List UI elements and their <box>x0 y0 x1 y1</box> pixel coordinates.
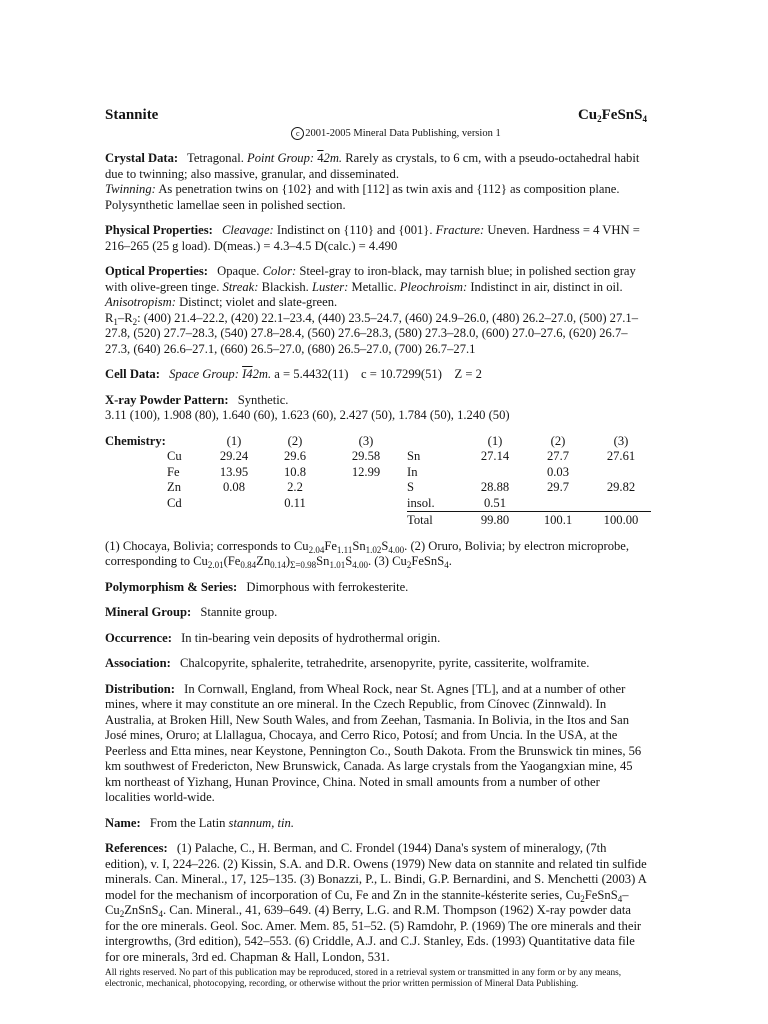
physical-properties-section: Physical Properties: Cleavage: Indistinct on {110} and {001}. Fracture: Uneven. Hardness = 4 VHN = 216–265 (25 g load). D(meas.) = 4.3–4.5 D(calc.) = 4.490 <box>105 223 640 253</box>
copyright-icon: c <box>291 127 304 140</box>
chemistry-notes: (1) Chocaya, Bolivia; corresponds to $Cu_{2.04}Fe_{1.11}Sn_{1.02}S_{4.00}$. (2) Oruro, Bolivia; by electron microprobe, corresponding to $Cu_{2.01}(Fe_{0.84}Zn_{0.14})_{\Sigma=0.98}Sn_{1.01}S_{4.00}$. (3) $Cu_2FeSnS_4$. <box>105 538 630 570</box>
association-section: Association: Chalcopyrite, sphalerite, tetrahedrite, arsenopyrite, pyrite, cassiterite, wolframite. <box>105 656 590 670</box>
header <box>105 108 647 124</box>
polymorphism-section: Polymorphism & Series: Dimorphous with ferrokesterite. <box>105 579 409 594</box>
distribution-section: Distribution: In Cornwall, England, from Wheal Rock, near St. Agnes [TL], and at a number of other mines, where it may constitute an ore mineral. In the Czech Republic, from Cínovec (Zinnwald). In Australia, at Broken Hill, New South Wales, and from Zeehan, Tasmania. In Bolivia, in the Itos and San José mines, Oruro; at Llallagua, Chocaya, and Cerro Rico, Potosí; and from Uncia. In the USA, at the Peerless and Etta mines, near Keystone, Pennington Co., South Dakota. From the Brunswick tin mines, 56 km southwest of Fredericton, New Brunswick, Canada. As large crystals from the Yaogangxian mine, 45 km northeast of Yizhang, Hunan Province, China. Noted in small amounts from a number of other localities world-wide. <box>105 681 642 804</box>
references-section: References: (1) Palache, C., H. Berman, and C. Frondel (1944) Dana's system of mineralogy, (7th edition), v. I, 224–226. (2) Kissin, S.A. and D.R. Owens (1979) New data on stannite and related tin sulfide minerals. Can. Mineral., 17, 125–135. (3) Bonazzi, P., L. Bindi, G.P. Bernardini, and S. Menchetti (2003) A model for the mechanism of incorporation of Cu, Fe and Zn in the stannite-késterite series, $Cu_2FeSnS_4-Cu_2ZnSnS_4$. Can. Mineral., 41, 639–649. (4) Berry, L.G. and R.M. Thompson (1962) X-ray powder data for the ore minerals. Geol. Soc. Amer. Mem. 85, 51–52. (5) Ramdohr, P. (1969) The ore minerals and their intergrowths, (3rd edition), 542–553. (6) Criddle, A.J. and C.J. Stanley, Eds. (1993) Quantitative data file for ore minerals, 3rd ed. Chapman & Hall, London, 531. <box>105 841 647 964</box>
optical-properties-section: Optical Properties: Opaque. Color: Steel-gray to iron-black, may tarnish blue; in polished section gray with olive-green tinge. Streak: Blackish. Luster: Metallic. Pleochroism: Indistinct in air, distinct in oil. Anisotropism: Distinct; violet and slate-green. $R_1-R_2$: (400) 21.4–22.2, (420) 22.1–23.4, (440) 23.5–24.7, (460) 24.9–26.0, (480) 26.2–27.0, (500) 27.1–27.8, (520) 27.7–28.3, (540) 27.8–28.4, (560) 27.6–28.3, (580) 27.3–28.0, (600) 27.0–27.6, (620) 26.7–27.3, (640) 26.6–27.1, (660) 26.5–27.0, (680) 26.5–27.0, (700) 26.7–27.1 <box>105 264 639 356</box>
crystal-data-section: Crystal Data: Tetragonal. Point Group: 42m. Rarely as crystals, to 6 cm, with a pseudo-octahedral habit due to twinning; also massive, granular, and disseminated. Twinning: As penetration twins on {102} and with [112] as twin axis and {112} as composition plane. Polysynthetic lamellae seen in polished section. <box>105 151 640 212</box>
chemistry-table: Chemistry: (1) (2) (3) (1) (2) (3) Cu 29.24 29.6 29.58 Sn 27.14 27.7 27.61 Fe 13.95 10.8 12.99 In 0.03 Zn 0.08 2.2 S 28.88 29.7 29.82 Cd 0.11 insol. 0.51 Total 99.80 100.1 100.00 <box>105 434 647 529</box>
mineral-group-section: Mineral Group: Stannite group. <box>105 605 278 619</box>
copyright-footer: All rights reserved. No part of this publication may be reproduced, stored in a retrieval system or transmitted in any form or by any means, electronic, mechanical, photocopying, recording, or otherwise without the prior written permission of Mineral Data Publishing. <box>105 968 622 989</box>
mineral-name: Stannite <box>105 107 159 123</box>
copyright-line: c 2001-2005 Mineral Data Publishing, version 1 <box>105 126 647 142</box>
name-section: Name: From the Latin stannum, tin. <box>105 815 294 830</box>
mineral-data-sheet <box>105 108 647 965</box>
xray-powder-section: X-ray Powder Pattern: Synthetic. 3.11 (100), 1.908 (80), 1.640 (60), 1.623 (60), 2.427 (50), 1.784 (50), 1.240 (50) <box>105 392 510 422</box>
cell-data-section: Cell Data: Space Group: I42m. a = 5.4432(11) c = 10.7299(51) Z = 2 <box>105 367 482 381</box>
reflectance-values: $R_1-R_2$: (400) 21.4–22.2, (420) 22.1–23.4, (440) 23.5–24.7, (460) 24.9–26.0, (480) 26.2–27.0, (500) 27.1–27.8, (520) 27.7–28.3, (540) 27.8–28.4, (560) 27.6–28.3, (580) 27.3–28.0, (600) 27.0–27.6, (620) 26.7–27.3, (640) 26.6–27.1, (660) 26.5–27.0, (680) 26.5–27.0, (700) 26.7–27.1 <box>105 310 639 356</box>
occurrence-section: Occurrence: In tin-bearing vein deposits of hydrothermal origin. <box>105 630 441 645</box>
mineral-formula: $Cu_2FeSnS_4$ <box>577 107 647 124</box>
